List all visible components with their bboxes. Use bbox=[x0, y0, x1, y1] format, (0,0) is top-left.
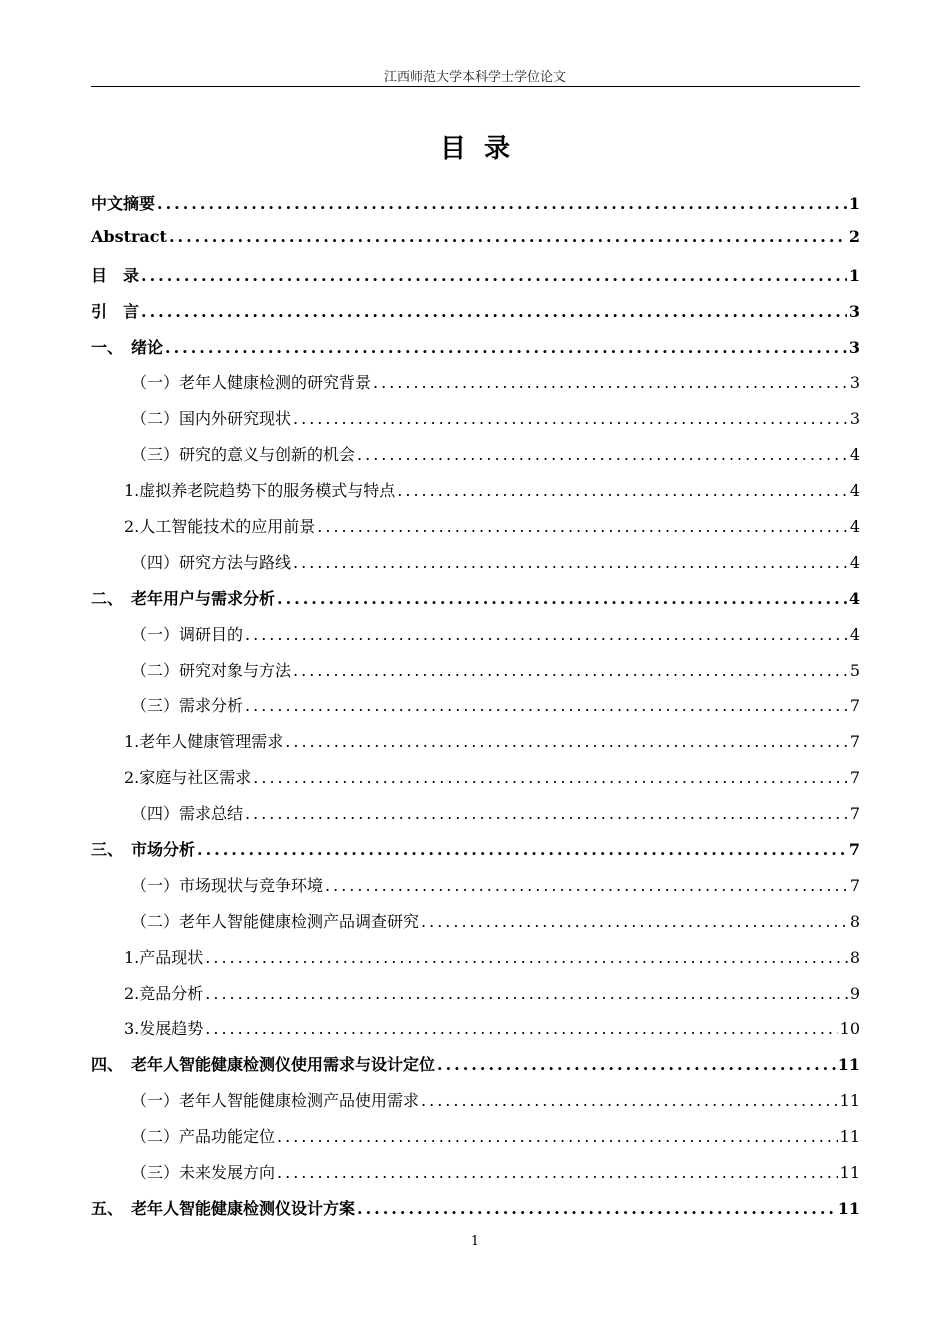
toc-entry-label: 中文摘要 bbox=[91, 194, 156, 213]
toc-entry-label: 五、 老年人智能健康检测仪设计方案 bbox=[91, 1198, 356, 1218]
toc-entry-page: 8 bbox=[849, 947, 860, 967]
toc-entry[interactable] bbox=[91, 578, 860, 614]
toc-leader-dots bbox=[397, 481, 848, 500]
toc-leader-dots bbox=[277, 589, 847, 608]
toc-entry-page: 7 bbox=[848, 840, 860, 860]
toc-leader-dots bbox=[245, 804, 848, 823]
toc-entry[interactable] bbox=[91, 1044, 860, 1080]
toc-leader-dots bbox=[169, 227, 847, 246]
toc-leader-dots bbox=[205, 948, 848, 967]
toc-leader-dots bbox=[293, 553, 848, 572]
toc-entry[interactable] bbox=[91, 650, 860, 686]
toc-entry[interactable] bbox=[91, 829, 860, 865]
toc-entry-page: 4 bbox=[849, 481, 860, 501]
toc-leader-dots bbox=[293, 661, 848, 680]
header-divider bbox=[91, 86, 860, 87]
toc-leader-dots bbox=[293, 409, 848, 428]
toc-entry-page: 1 bbox=[848, 265, 860, 285]
toc-entry-page: 1 bbox=[848, 194, 860, 213]
toc-entry-label: 1.虚拟养老院趋势下的服务模式与特点 bbox=[124, 481, 396, 501]
toc-entry-page: 11 bbox=[839, 1127, 860, 1147]
toc-entry-label: 目 录 bbox=[91, 265, 140, 285]
toc-entry-label: 2.家庭与社区需求 bbox=[124, 768, 252, 788]
toc-entry-page: 3 bbox=[848, 301, 860, 321]
toc-entry-page: 7 bbox=[849, 875, 860, 895]
toc-entry-label: （一）老年人健康检测的研究背景 bbox=[131, 373, 372, 393]
toc-entry[interactable] bbox=[91, 614, 860, 650]
toc-entry-label: （二）国内外研究现状 bbox=[131, 409, 292, 429]
toc-entry[interactable] bbox=[91, 865, 860, 901]
toc-entry[interactable] bbox=[91, 1188, 860, 1224]
toc-entry[interactable] bbox=[91, 506, 860, 542]
toc-entry-label: 1.老年人健康管理需求 bbox=[124, 732, 284, 752]
toc-entry-label: Abstract bbox=[91, 226, 167, 246]
toc-entry-label: （二）研究对象与方法 bbox=[131, 660, 292, 680]
toc-entry[interactable] bbox=[91, 398, 860, 434]
toc-entry-page: 11 bbox=[837, 1198, 860, 1218]
toc-entry-page: 4 bbox=[849, 552, 860, 572]
toc-leader-dots bbox=[253, 768, 848, 787]
toc-leader-dots bbox=[205, 1019, 837, 1038]
toc-entry[interactable] bbox=[91, 721, 860, 757]
toc-entry-page: 7 bbox=[849, 732, 860, 752]
toc-entry-label: （一）老年人智能健康检测产品使用需求 bbox=[131, 1091, 420, 1111]
toc-entry-label: （二）老年人智能健康检测产品调查研究 bbox=[131, 911, 420, 931]
toc-entry[interactable] bbox=[91, 542, 860, 578]
toc-entry-page: 4 bbox=[848, 588, 860, 608]
toc-entry[interactable] bbox=[91, 183, 860, 219]
toc-entry-page: 7 bbox=[849, 768, 860, 788]
toc-leader-dots bbox=[141, 302, 847, 321]
toc-entry-label: 2.人工智能技术的应用前景 bbox=[124, 517, 316, 537]
page-title: 目录 bbox=[439, 134, 528, 164]
toc-entry-page: 5 bbox=[849, 660, 860, 680]
toc-leader-dots bbox=[285, 732, 848, 751]
toc-leader-dots bbox=[421, 1091, 838, 1110]
toc-leader-dots bbox=[437, 1055, 836, 1074]
table-of-contents bbox=[91, 183, 860, 1224]
toc-entry[interactable] bbox=[91, 973, 860, 1009]
toc-entry-page: 3 bbox=[848, 337, 860, 357]
toc-entry[interactable] bbox=[91, 793, 860, 829]
toc-leader-dots bbox=[141, 266, 847, 285]
toc-entry-label: 1.产品现状 bbox=[124, 947, 204, 967]
toc-entry-label: 四、 老年人智能健康检测仪使用需求与设计定位 bbox=[91, 1055, 436, 1075]
toc-leader-dots bbox=[357, 1199, 836, 1218]
toc-entry-page: 11 bbox=[839, 1163, 860, 1183]
toc-entry-page: 7 bbox=[849, 804, 860, 824]
toc-entry[interactable] bbox=[91, 219, 860, 255]
toc-entry-label: （四）研究方法与路线 bbox=[131, 552, 292, 572]
toc-leader-dots bbox=[197, 840, 847, 859]
toc-entry-label: 3.发展趋势 bbox=[124, 1019, 204, 1039]
page-number: 1 bbox=[470, 1234, 480, 1249]
toc-entry-label: （三）研究的意义与创新的机会 bbox=[131, 445, 356, 465]
toc-entry[interactable] bbox=[91, 434, 860, 470]
toc-leader-dots bbox=[165, 338, 847, 357]
toc-entry-label: （三）未来发展方向 bbox=[131, 1163, 276, 1183]
toc-entry-label: （一）市场现状与竞争环境 bbox=[131, 875, 324, 895]
toc-leader-dots bbox=[245, 625, 848, 644]
toc-leader-dots bbox=[357, 445, 848, 464]
toc-leader-dots bbox=[277, 1127, 838, 1146]
toc-entry-page: 8 bbox=[849, 911, 860, 931]
toc-entry-label: （四）需求总结 bbox=[131, 804, 244, 824]
toc-entry[interactable] bbox=[91, 255, 860, 291]
toc-entry[interactable] bbox=[91, 685, 860, 721]
toc-entry-page: 11 bbox=[837, 1055, 860, 1075]
toc-leader-dots bbox=[421, 912, 848, 931]
toc-leader-dots bbox=[157, 194, 847, 213]
toc-entry-label: 引 言 bbox=[91, 301, 140, 321]
toc-entry[interactable] bbox=[91, 1008, 860, 1044]
toc-entry[interactable] bbox=[91, 291, 860, 327]
toc-entry-label: 三、 市场分析 bbox=[91, 840, 196, 860]
toc-entry-page: 11 bbox=[839, 1091, 860, 1111]
toc-entry-label: 一、 绪论 bbox=[91, 337, 164, 357]
toc-entry-page: 4 bbox=[849, 517, 860, 537]
toc-entry-page: 7 bbox=[849, 696, 860, 716]
toc-leader-dots bbox=[245, 696, 848, 715]
toc-entry-page: 9 bbox=[849, 983, 860, 1003]
toc-entry-page: 10 bbox=[839, 1019, 860, 1039]
toc-entry-page: 3 bbox=[849, 409, 860, 429]
toc-entry[interactable] bbox=[91, 937, 860, 973]
toc-entry[interactable] bbox=[91, 901, 860, 937]
toc-leader-dots bbox=[277, 1163, 838, 1182]
toc-entry-page: 2 bbox=[848, 226, 860, 246]
toc-entry-page: 4 bbox=[849, 445, 860, 465]
toc-entry[interactable] bbox=[91, 1116, 860, 1152]
toc-entry[interactable] bbox=[91, 1080, 860, 1116]
toc-entry[interactable] bbox=[91, 327, 860, 363]
running-header: 江西师范大学本科学士学位论文 bbox=[383, 70, 566, 85]
toc-entry-label: 2.竞品分析 bbox=[124, 983, 204, 1003]
toc-entry-label: （一）调研目的 bbox=[131, 624, 244, 644]
toc-entry-page: 4 bbox=[849, 624, 860, 644]
toc-entry[interactable] bbox=[91, 362, 860, 398]
toc-entry[interactable] bbox=[91, 470, 860, 506]
toc-entry-page: 3 bbox=[849, 373, 860, 393]
toc-entry[interactable] bbox=[91, 757, 860, 793]
toc-entry[interactable] bbox=[91, 1152, 860, 1188]
toc-entry-label: （二）产品功能定位 bbox=[131, 1127, 276, 1147]
toc-leader-dots bbox=[205, 984, 848, 1003]
toc-entry-label: 二、 老年用户与需求分析 bbox=[91, 588, 276, 608]
toc-leader-dots bbox=[325, 876, 848, 895]
toc-leader-dots bbox=[317, 517, 848, 536]
toc-entry-label: （三）需求分析 bbox=[131, 696, 244, 716]
toc-leader-dots bbox=[373, 373, 848, 392]
